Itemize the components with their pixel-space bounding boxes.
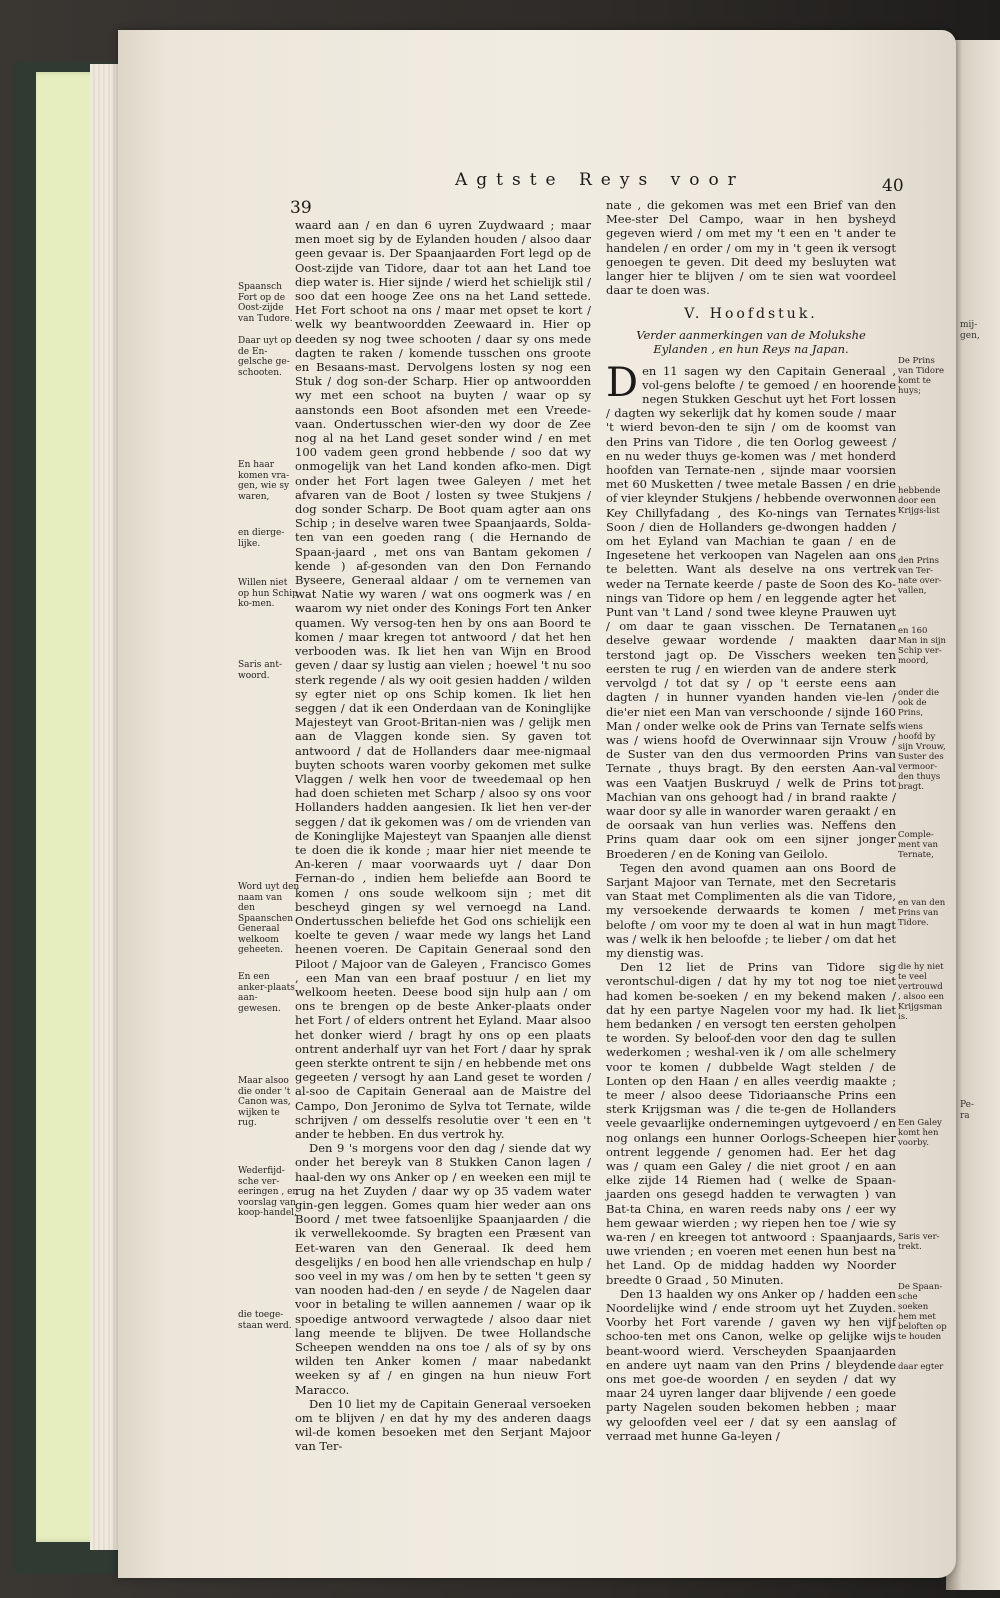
drop-cap: D <box>606 359 639 406</box>
margin-note: wiens hoofd by sijn Vrouw, Suster des vermoor-den thuys bragt. <box>898 722 946 792</box>
chapter-first-paragraph <box>606 359 896 861</box>
right-paragraph: Den 12 liet de Prins van Tidore sig verontschul-digen / dat hy my tot nog toe niet had komen be-soeken / en my bekend maken / dat hy een partye Nagelen voor my had. Ik liet hem bedanken / en versogt ten eersten geholpen te worden. Sy beloof-den voor den dag te sullen wederkomen ; weshal-ven ik / om alle schelmery voor te komen / dubbelde Wagt stelden / de Lonten op den Haan / en alles veerdig maakte ; te meer / alsoo deese Tidoriaansche Prins een sterk Krijgsman was / die te-gen de Hollanders veele gevaarlijke ondernemingen uytgevoerd / en nog onlangs een hunner Oorlogs-Scheepen hier ontrent leggende / genomen had. Eer het dag was / quam een Galey / die niet groot / en aan elke zijde 14 Riemen had ( welke de Spaan-jaarden ons gesegd hadden te verwagten ) van Bat-ta China, en waren reeds naby ons / eer wy hem gewaar wierden ; wy riepen hen toe / wie sy wa-ren / en kreegen tot antwoord : Spaanjaards, uwe vrienden ; en voeren met eenen hun best na het Land. Op de middag hadden wy Noorder breedte 0 Graad , 50 Minuten. <box>606 960 896 1287</box>
left-paragraph: Den 9 's morgens voor den dag / siende dat wy onder het bereyk van 8 Stukken Canon lagen / haal-den wy ons Anker op / en weeken een mijl te rug na het Zuyden / daar wy op 35 vadem water gin-gen leggen. Gomes quam hier weder aan ons Boord / met twee fatsoenlijke Spaanjaarden / die ik verwellekoomde. Sy bragten een Præsent van Eet-waren van den Generaal. Ik deed hem desgelijks / en bood hen alle vriendschap en hulp / soo veel in my was / om hen by te setten 't geen sy van nooden had-den / en seyde / de Nagelen daar voor in betaling te willen aannemen / waar op ik spoedige antwoord verwagtede / alsoo daar niet lang meende te blijven. De twee Hollandsche Scheepen wendden na ons toe / als of sy by ons wilden ten Anker komen / maar nabedankt weeken sy af / en gingen na hun nieuw Fort Maracco. <box>295 1141 591 1397</box>
margin-note: Word uyt den naam van den Spaanschen Generaal welkoom geheeten. <box>238 882 300 955</box>
margin-note: De Prins van Tidore komt te huys; <box>898 356 945 396</box>
margin-note: en van den Prins van Tidore. <box>898 898 946 928</box>
margin-note: Comple-ment van Ternate, <box>898 830 939 860</box>
margin-note: hebbende door een Krijgs-list <box>898 486 941 516</box>
margin-note: die hy niet te veel vertrouwd , alsoo een Krijgsman is. <box>898 962 945 1022</box>
margin-note: En haar komen vra-gen, wie sy waren, <box>238 460 290 502</box>
left-paragraph: waard aan / en dan 6 uyren Zuydwaard ; maar men moet sig by de Eylanden houden / alsoo daar geen gevaar is. Der Spaanjaarden Fort legd op de Oost-zijde van Tidore, daar tot aan het Land toe diep water is. Hier sijnde / wierd het schielijk stil / soo dat een hooge Zee ons na het Land settede. Het Fort schoot na ons / maar met opset te kort / welk wy beantwoordden Zeewaard in. Hier op deeden sy nog twee schooten / daar sy ons mede dagten te raken / komende tusschen ons groote en Besaans-mast. Dervolgens losten sy nog een Stuk / dog son-der Scharp. Hier op antwoordden wy met een schoot na buyten / waar op sy aanstonds een Boot afsonden met een Vreede-vaan. Ondertusschen wier-den wy door de Zee nog al na het Land geset sonder wind / en met 100 vadem geen grond hebbende / soo dat wy onmogelijk van het Land konden afko-men. Digt onder het Fort lagen twee Galeyen / met het afvaren van de Boot / losten sy twee Stukjens / dog sonder Scharp. De Boot quam agter aan ons Schip ; in deselve waren twee Spaanjaards, Solda-ten van een goeden rang ( die Hernando de Spaan-jaard , met ons van Bantam gekomen / kende ) af-gesonden van den Don Fernando Byseere, Generaal aldaar / om te vernemen van wat Natie wy waren / wat ons oogmerk was / en waarom wy niet onder des Konings Fort ten Anker quamen. Wy versog-ten hen by ons aan Boord te komen / maar kregen tot antwoord / dat het hen verbooden was. Ik liet hen van Wijn en Brood geven / daar sy lustig aan vielen ; hoewel 't nu soo sterk regende / als wy ooit gesien hadden / wilden sy egter niet op ons Schip komen. Ik liet hen seggen / dat ik een Onderdaan van de Koninglijke Majesteyt van Groot-Britan-nien was / gelijk men aan de Vlaggen konde sien. Sy gaven tot antwoord / dat de Hollanders daar mee-nigmaal buyten schoots waren voorby gekomen met sulke Vlaggen / welk hen voor de tweedemaal op hen had doen schieten met Scharp / alsoo sy ons voor Hollanders hadden aangesien. Ik liet hen ver-der seggen / dat ik gekomen was / om de vrienden van de Koninglijke Majesteyt van Spaanjen alle dienst te doen die ik konde ; maar hier niet meende te An-keren / maar voorwaards uyt / daar Don Fernan-do , indien hem beliefde aan Boord te komen / ons soude welkoom sijn ; met dit bescheyd gingen sy wel vernoegd na Land. Ondertusschen beliefde het God ons schielijk een koelte te geven / waar mede wy langs het Land heenen voeren. De Capitain Generaal sond den Piloot / Majoor van de Galeyen , Francisco Gomes , een Man van een braaf postuur / en liet my welkoom heeten. Deese bood sijn hulp aan / om ons te brengen op de beste Anker-plaats onder het Fort / of elders ontrent het Eyland. Maar alsoo het donker wierd / bragt hy ons op een plaats ontrent anderhalf uyr van het Fort / daar hy sprak geen sterkte ontrent te sijn / en hebbende met ons gegeeten / versogt hy aan Land geset te worden / al-soo de Capitain Generaal aan de Maistre del Campo, Don Jeronimo de Sylva tot Ternate, wilde schrijven / om desselfs resolutie over 't een en 't ander te hebben. En dus vertrok hy. <box>295 218 591 1141</box>
margin-note: die toege-staan werd. <box>238 1310 292 1331</box>
chapter-first-text: en 11 sagen wy den Capitain Generaal , vol-gens belofte / te gemoed / en hoorende negen Stukken Geschut uyt het Fort lossen / dagten wy sekerlijk dat hy komen soude / maar 't wierd bevon-den te sijn / om de koomst van den Prins van Tidore , die ten Oorlog geweest / en nu weder thuys ge-komen was / met honderd hoofden van Ternate-nen , sijnde maar voorsien met 60 Musketten / twee metale Bassen / en drie of vier kleynder Stukjens / hebbende overwonnen Key Chillyfadang , des Ko-nings van Ternates Soon / dien de Hollanders ge-dwongen hadden / om het Eyland van Machian te gaan / en de Ingesetene het verkoopen van Nagelen aan ons te beletten. Want als deselve na ons vertrek weder na Ternate keerde / paste de Soon des Ko-nings van Tidore op hem / en leggende agter het Punt van 't Land / sond twee kleyne Prauwen uyt / om daar te gaan visschen. De Ternatanen deselve gewaar wordende / maakten daar terstond jagt op. De Visschers weeken ten eersten te rug / en wierden van de andere sterk vervolgd / tot dat sy / op 't eerste eens aan dagten / in hunner vyanden handen vie-len / die'er niet een Man van verschoonde / sijnde 160 Man / onder welke ook de Prins van Ternate selfs was / wiens hoofd de Overwinnaar sijn Vrouw / de Suster van den dus vermoorden Prins van Ternate , thuys bragt. By den eersten Aan-val was een Vaatjen Buskruyd / welk de Prins tot Machian van ons gehoogt had / in brand raakte / waar door sy alle in wanorder waren geraakt / en de oorsaak van hun verlies was. Neffens den Prins quam daar ook om een sijner jonger Broederen / en de Koning van Geilolo. <box>606 363 896 861</box>
margin-note: onder die ook de Prins, <box>898 688 940 718</box>
margin-note: en 160 Man in sijn Schip ver-moord, <box>898 626 947 666</box>
margin-note: Saris ant-woord. <box>238 660 283 681</box>
facing-fragment: Pe- ra <box>960 1100 975 1121</box>
left-column <box>295 198 591 1454</box>
margin-note: Willen niet op hun Schip ko-men. <box>238 578 298 609</box>
margin-note: Spaansch Fort op de Oost-zijde van Tudore. <box>238 282 293 324</box>
chapter-subtitle: Verder aanmerkingen van de Molukshe Eylanden , en hun Reys na Japan. <box>636 327 866 356</box>
margin-note: den Prins van Ter-nate over-vallen, <box>898 556 942 596</box>
margin-note: en dierge-lijke. <box>238 528 285 549</box>
margin-note: En een anker-plaats aan-gewesen. <box>238 972 295 1014</box>
margin-note: Saris ver-trekt. <box>898 1232 940 1252</box>
page-number-right: 40 <box>882 176 904 196</box>
chapter-title: V. Hoofdstuk. <box>684 306 818 323</box>
right-paragraph: Tegen den avond quamen aan ons Boord de Sarjant Majoor van Ternate, met den Secretaris van Staat met Complimenten als die van Tidore, my versoekende derwaards te komen / met belofte / om voor my te doen al wat in hun magt was / welk ik hen beloofde ; te lieber / om dat het my dienstig was. <box>606 860 896 960</box>
margin-note: De Spaan-sche soeken hem met beloften op te houden <box>898 1282 947 1342</box>
margin-note: daar egter <box>898 1362 944 1372</box>
right-paragraph: nate , die gekomen was met een Brief van den Mee-ster Del Campo, waar in hen bysheyd gegeven wierd / om met my 't een en 't ander te handelen / en order / om my in 't geen ik versogt genoegen te geven. Dit deed my besluyten wat langer hier te blijven / om te sien wat voordeel daar te doen was. <box>606 198 896 298</box>
margin-note: Daar uyt op de En-gelsche ge-schooten. <box>238 336 292 378</box>
running-head: Agtste Reys voor <box>455 170 745 190</box>
right-paragraph: Den 13 haalden wy ons Anker op / hadden een Noordelijke wind / ende stroom uyt het Zuyden. Voorby het Fort varende / gaven wy hen vijf schoo-ten met ons Canon, welke op gelijke wijs beant-woord wierd. Verscheyden Spaanjaarden en andere uyt naam van den Prins / bleydende ons met goe-de woorden / en seyden / dat wy maar 24 uyren langer daar blijvende / een goede party Nagelen souden bekomen hebben ; maar wy geloofden veel eer / dat sy een aanslag of verraad met hunne Ga-leyen / <box>606 1286 896 1443</box>
margin-note: Wederfijd-sche ver-eeringen , en voorslag van koop-handel, <box>238 1166 299 1218</box>
margin-note: Maar alsoo die onder 't Canon was, wijken te rug. <box>238 1076 291 1128</box>
right-column <box>606 196 896 1443</box>
left-paragraph: Den 10 liet my de Capitain Generaal versoeken om te blijven / en dat hy my des anderen daags wil-de komen besoeken met den Serjant Majoor van Ter- <box>295 1396 591 1454</box>
page-number-left: 39 <box>290 198 312 218</box>
facing-fragment: mij- gen, <box>960 320 980 341</box>
margin-note: Een Galey komt hen voorby. <box>898 1118 942 1148</box>
